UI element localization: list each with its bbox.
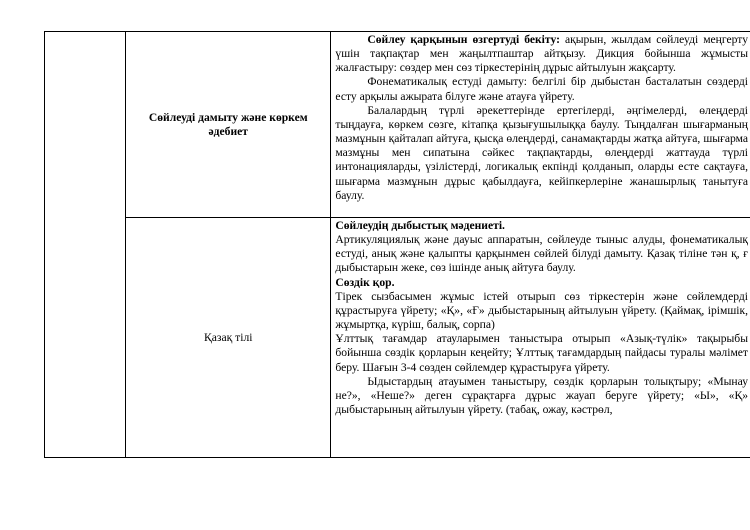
content-paragraph: Ұлттық тағамдар атауларымен таныстыра отырып «Азық-түлік» тақырыбы бойынша сөздік қорларын кеңейту; Ұлттық тағамдардың пайдасы туралы мәлімет беру. Шағын 3-4 сөзден сөйлемдер құрастыруға үйрету. [335, 332, 748, 374]
content-paragraph: Артикуляциялық және дауыс аппаратын, сөйлеуде тыныс алуды, фонематикалық естуді, анық және қалыпты қарқынмен сөйлей білуді дамыту. Қазақ тіліне тән қ, ғ дыбыстарын жеке, сөз ішінде анық айтуға баулу. [335, 233, 748, 275]
content-paragraph: Тірек сызбасымен жұмыс істей отырып сөз тіркестерін және сөйлемдерді құрастыруға үйрету; «Қ», «Ғ» дыбыстарының айтылуын үйрету. (Қаймақ, ірімшік, жұмыртқа, күріш, балық, сорпа) [335, 289, 748, 332]
section-heading: Сөйлеудің дыбыстық мәдениеті. [335, 219, 505, 232]
section-heading: Сөздік қор. [335, 275, 395, 289]
content-cell [331, 218, 750, 458]
content-paragraph: Фонематикалық естуді дамыту: белгілі бір дыбыстан басталатын сөздерді есту арқылы ажырата білуге және атауға үйрету. [335, 75, 748, 103]
table-row [45, 218, 750, 458]
curriculum-table [44, 31, 750, 458]
content-paragraph [335, 33, 748, 75]
content-paragraph: Балалардың түрлі әрекеттерінде ертегілерді, әңгімелерді, өлеңдерді тыңдауға, көркем сөзге, кітапқа қызығушылыққа баулу. Тыңдалған шығарманың мазмұнын қайталап айтуға, қысқа өлеңдерді, санамақтарды жатқа айтуға, шығарма мазмұны мен сипатына сәйкес тақпақтарды, өлеңдерді жаттауда түрлі интонацияларды, үзілістерді, логикалық екпінді қолданып, оларды есте сақтауға, шығарма мазмұнын дұрыс қабылдауға, кейіпкерлеріне жанашырлық танытуға баулу. [335, 103, 748, 202]
content-cell [331, 32, 750, 218]
content-paragraph: Ыдыстардың атауымен таныстыру, сөздік қорларын толықтыру; «Мынау не?», «Неше?» деген сұрақтарға дұрыс жауап беруге үйрету; «Ы», «Қ» дыбыстарының айтылуын үйрету. (табақ, ожау, кәстрөл, [335, 374, 748, 417]
paragraph-lead: Сөйлеу қарқынын өзгертуді бекіту: [367, 33, 560, 46]
subject-cell: Қазақ тілі [126, 218, 331, 458]
subject-cell: Сөйлеуді дамыту және көркем әдебиет [126, 32, 331, 218]
table-row [45, 32, 750, 218]
empty-cell [45, 32, 126, 458]
paragraph-text: ақырын, жылдам сөйлеуді меңгерту үшін тақпақтар мен жаңылтпаштар айтқызу. Дикция бойынша жұмысты жалғастыру: сөздер мен сөз тіркестерінің дұрыс айтылуын жақсарту. [335, 33, 748, 75]
